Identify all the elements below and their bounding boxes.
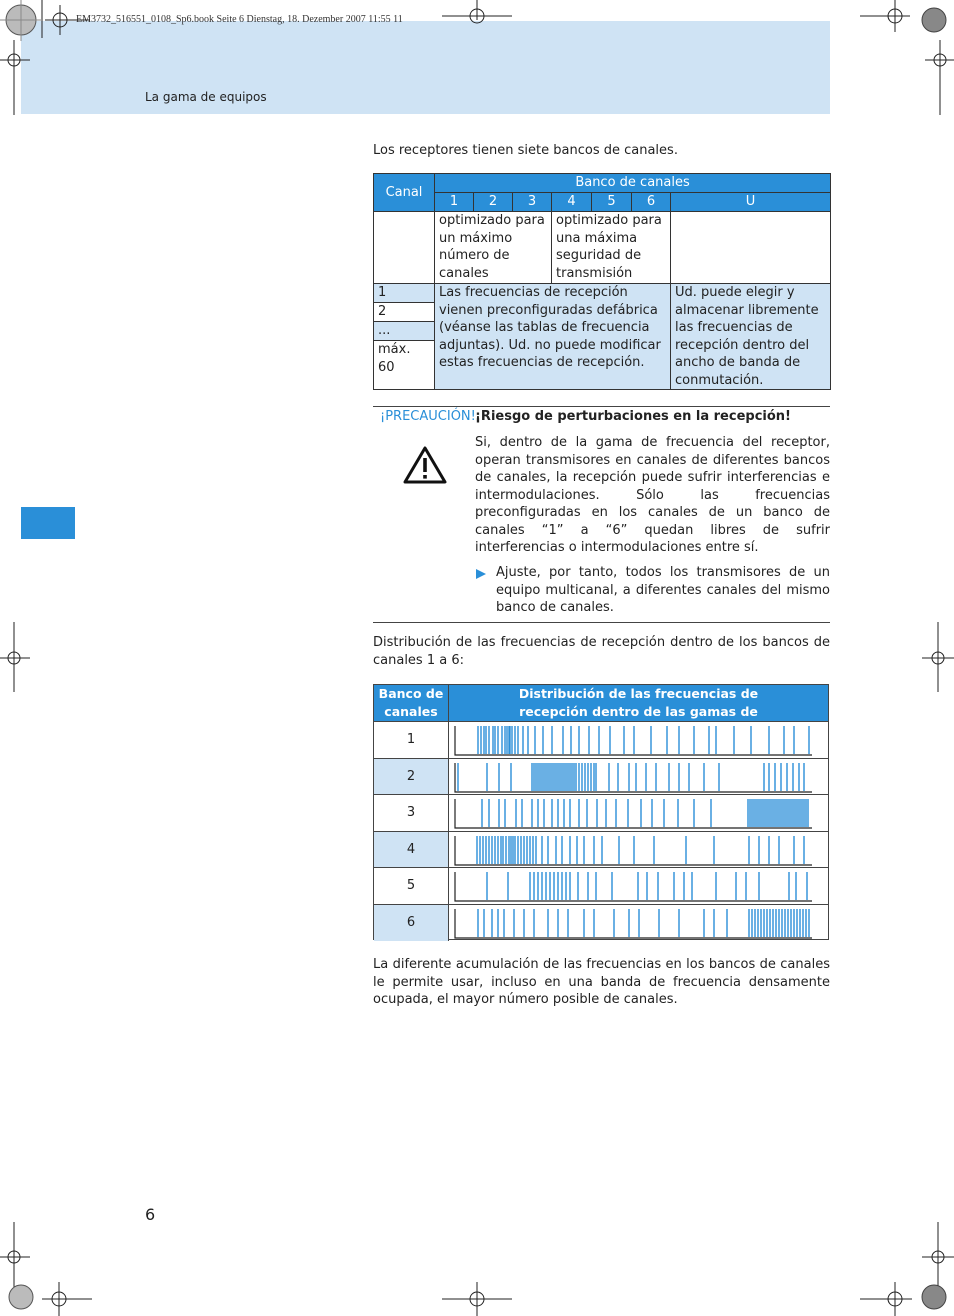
bank-label: 6 [374,905,449,941]
crop-mark-top-left [0,0,42,41]
bank-label: 1 [374,722,449,758]
bank-number: U [671,193,831,212]
canal-header: Canal [374,174,435,212]
bank-number: 3 [513,193,552,212]
bank-label: 3 [374,795,449,831]
banco-header: Banco de canales [435,174,831,193]
caution-text: Si, dentro de la gama de frecuencia del receptor, operan transmisores en canales de diferentes bancos de canales, la recepción puede sufrir interferencias e intermodulaciones. Sólo las frecuencias preconfiguradas en los canales de un banco de canales “1” a “6” quedan libres de sufrir interferencias o intermodulaciones entre sí. [475,435,830,555]
closing-text: La diferente acumulación de las frecuencias en los bancos de canales le permite usar, incluso en una banda de frecuencia densamente ocupada, el mayor número posible de canales. [373,957,830,1007]
running-head: La gama de equipos [145,90,267,104]
frequency-plot [454,724,816,757]
empty-cell [374,212,435,284]
intro-text: Los receptores tienen siete bancos de canales. [373,143,678,158]
bank-label: 2 [374,759,449,795]
bank-number: 2 [474,193,513,212]
empty-cell [671,212,831,284]
distribution-row [374,904,828,941]
channel-row: máx. 60 [374,341,435,390]
distribution-row [374,794,828,831]
frequency-plot [454,870,816,903]
distribution-table [373,684,829,940]
frequency-plot [454,907,816,940]
plot-baseline [455,763,812,792]
caution-title: ¡Riesgo de perturbaciones en la recepción! [475,409,791,424]
caution-rule-bottom [373,622,830,623]
distribution-column-header [449,685,828,736]
channel-row: 2 [374,303,435,322]
step-arrow-icon [475,568,487,580]
bank-label: 4 [374,832,449,868]
bank-column-header-label: Banco de canales [378,686,444,719]
bank-number: 5 [592,193,632,212]
distribution-row [374,758,828,795]
distribution-row [374,721,828,758]
bank-number: 6 [632,193,671,212]
bank-label: 5 [374,868,449,904]
print-slug: EM3732_516551_0108_Sp6.book Seite 6 Dienstag, 18. Dezember 2007 11:55 11 [76,14,403,25]
channel-row: ... [374,322,435,341]
frequency-plot [454,797,816,830]
caution-rule-top [373,406,830,407]
distribution-row [374,867,828,904]
crop-mark-top-right [922,8,946,32]
distribution-intro: Distribución de las frecuencias de recepción dentro de los bancos de canales 1 a 6: [373,635,830,668]
frequency-plot [454,761,816,794]
channel-row: 1 [374,284,435,303]
channel-bank-table [373,173,831,390]
bank-column-header [374,685,449,721]
caution-label: ¡PRECAUCIÓN! [380,409,476,424]
preset-frequencies-text: Las frecuencias de recepción vienen preconfiguradas defábrica (véanse las tablas de frecuencia adjuntas). Ud. no puede modificar estas frecuencias de recepción. [435,284,671,390]
desc-max-security: optimizado para una máxima seguridad de transmisión [552,212,671,284]
page-number: 6 [145,1205,156,1224]
bank-number: 4 [552,193,592,212]
user-frequencies-text: Ud. puede elegir y almacenar libremente las frecuencias de recepción dentro del ancho de banda de conmutación. [671,284,831,390]
desc-max-channels: optimizado para un máximo número de canales [435,212,552,284]
bank-number: 1 [435,193,474,212]
warning-triangle-icon [403,446,447,484]
frequency-plot [454,834,816,867]
caution-step-text: Ajuste, por tanto, todos los transmisores de un equipo multicanal, a diferentes canales del mismo banco de canales. [496,565,830,615]
distribution-row [374,831,828,868]
distribution-column-header-label: Distribución de las frecuencias de recepción dentro de las gamas de frecuencia [518,686,759,736]
